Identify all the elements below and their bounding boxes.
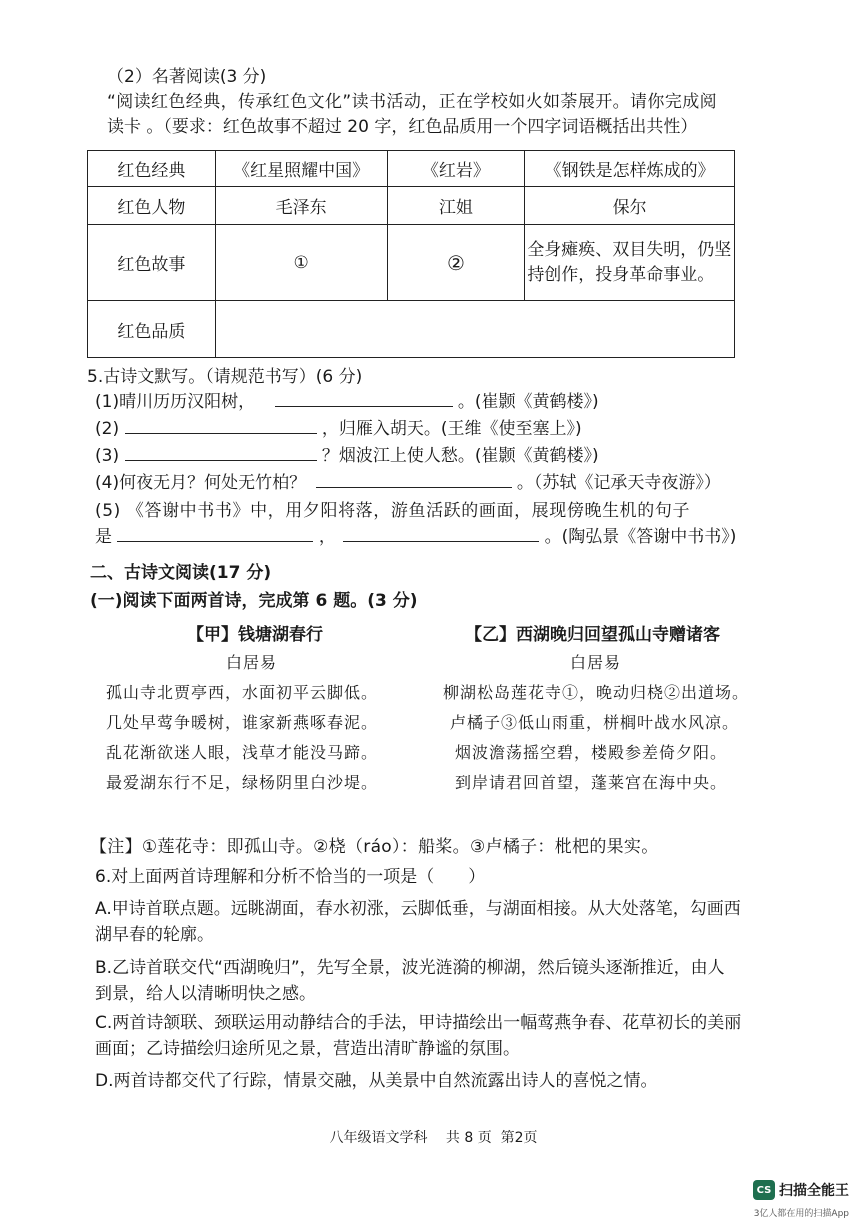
row-header-persons: 红色人物 <box>88 187 216 225</box>
q5-2-suffix: ，归雁入胡天。(王维《使至塞上》) <box>321 419 582 439</box>
q5-4-suffix: 。（苏轼《记承天寺夜游》） <box>516 473 721 493</box>
q6-stem: 6.对上面两首诗理解和分析不恰当的一项是（ ） <box>95 867 486 887</box>
intro-line-2: 读卡 。（要求：红色故事不超过 20 字，红色品质用一个四字词语概括出共性） <box>107 117 698 137</box>
cell-person-3: 保尔 <box>525 187 735 225</box>
q6-option-b-line-1[interactable]: B.乙诗首联交代“西湖晚归”，先写全景，波光涟漪的柳湖，然后镜头逐渐推近，由人 <box>95 958 725 978</box>
camscanner-logo-icon: CS <box>753 1180 775 1200</box>
q5-line-2 <box>95 414 582 439</box>
q5-5-stem: (5) 《答谢中书书》中，用夕阳将落，游鱼活跃的画面，展现傍晚生机的句子 <box>95 501 691 521</box>
q6-option-b-line-2: 到景，给人以清晰明快之感。 <box>95 984 316 1004</box>
q6-option-c-line-2: 画面；乙诗描绘归途所见之景，营造出清旷静谧的氛围。 <box>95 1039 520 1059</box>
cell-person-2: 江姐 <box>387 187 525 225</box>
poem-b-line-1: 柳湖松岛莲花寺①，晚动归桡②出道场。 <box>443 683 750 702</box>
reading-card-table <box>87 150 735 358</box>
q5-line-5 <box>95 522 736 547</box>
q5-3-blank[interactable] <box>125 444 317 461</box>
scanner-watermark <box>753 1180 849 1200</box>
q5-3-suffix: ？烟波江上使人愁。(崔颢《黄鹤楼》) <box>321 446 599 466</box>
row-header-quality: 红色品质 <box>88 301 216 358</box>
q5-1-blank[interactable] <box>275 390 453 407</box>
q5-line-3 <box>95 441 599 466</box>
table-row-classics <box>88 151 735 187</box>
q5-2-prefix: (2) <box>95 419 120 439</box>
cell-story-3: 全身瘫痪、双目失明，仍坚持创作，投身革命事业。 <box>525 225 735 301</box>
poem-notes: 【注】①莲花寺：即孤山寺。②桡（ráo）：船桨。③卢橘子：枇杷的果实。 <box>90 837 659 857</box>
intro-line-1: “阅读红色经典，传承红色文化”读书活动，正在学校如火如荼展开。请你完成阅 <box>107 92 718 112</box>
cell-quality-answer[interactable] <box>215 301 734 358</box>
q5-5-blank-a[interactable] <box>117 525 313 542</box>
poem-a-line-3: 乱花渐欲迷人眼，浅草才能没马蹄。 <box>106 743 379 762</box>
q5-line-4 <box>95 468 721 493</box>
poem-a-title: 【甲】钱塘湖春行 <box>187 625 323 645</box>
poem-b-title: 【乙】西湖晚归回望孤山寺赠诸客 <box>465 625 720 645</box>
poem-b-line-2: 卢橘子③低山雨重，栟榈叶战水风凉。 <box>450 713 740 732</box>
q5-5-comma: ， <box>318 527 336 547</box>
q5-4-prefix: (4)何夜无月？何处无竹柏？ <box>95 473 307 493</box>
scanner-tagline: 3亿人都在用的扫描App <box>753 1209 849 1219</box>
q5-5-prefix: 是 <box>95 527 112 547</box>
q6-option-d[interactable]: D.两首诗都交代了行踪，情景交融，从美景中自然流露出诗人的喜悦之情。 <box>95 1071 658 1091</box>
q6-option-c-line-1[interactable]: C.两首诗颔联、颈联运用动静结合的手法，甲诗描绘出一幅莺燕争春、花草初长的美丽 <box>95 1013 742 1033</box>
q5-1-prefix: (1)晴川历历汉阳树， <box>95 392 256 412</box>
cell-book-1: 《红星照耀中国》 <box>215 151 387 187</box>
q5-4-blank[interactable] <box>316 471 512 488</box>
q5-5-blank-b[interactable] <box>343 525 539 542</box>
row-header-classics: 红色经典 <box>88 151 216 187</box>
scanner-brand-name: 扫描全能王 <box>779 1183 849 1199</box>
q5-line-1 <box>95 387 599 412</box>
poem-a-line-1: 孤山寺北贾亭西，水面初平云脚低。 <box>106 683 379 702</box>
poem-b-line-4: 到岸请君回首望，蓬莱宫在海中央。 <box>455 773 728 792</box>
q5-3-prefix: (3) <box>95 446 120 466</box>
page-footer: 八年级语文学科 共 8 页 第2页 <box>329 1130 538 1146</box>
q6-option-a-line-1[interactable]: A.甲诗首联点题。远眺湖面，春水初涨，云脚低垂，与湖面相接。从大处落笔，勾画西 <box>95 899 741 919</box>
cell-book-2: 《红岩》 <box>387 151 525 187</box>
poem-a-line-4: 最爱湖东行不足，绿杨阴里白沙堤。 <box>106 773 379 792</box>
sub1-title: (一)阅读下面两首诗，完成第 6 题。(3 分) <box>90 591 418 611</box>
q6-option-a-line-2: 湖早春的轮廓。 <box>95 925 214 945</box>
q5-2-blank[interactable] <box>125 417 317 434</box>
poem-b-line-3: 烟波澹荡摇空碧，楼殿参差倚夕阳。 <box>455 743 728 762</box>
section-title-classics: （2）名著阅读(3 分) <box>107 67 267 87</box>
poem-a-line-2: 几处早莺争暖树，谁家新燕啄春泥。 <box>106 713 379 732</box>
table-row-stories <box>88 225 735 301</box>
cell-story-2[interactable]: ② <box>387 225 525 301</box>
table-row-quality <box>88 301 735 358</box>
cell-story-1[interactable]: ① <box>215 225 387 301</box>
cell-book-3: 《钢铁是怎样炼成的》 <box>525 151 735 187</box>
q5-5-suffix: 。(陶弘景《答谢中书书》) <box>544 527 737 547</box>
part2-title: 二、古诗文阅读(17 分) <box>90 563 272 583</box>
cell-person-1: 毛泽东 <box>215 187 387 225</box>
q5-1-suffix: 。(崔颢《黄鹤楼》) <box>457 392 599 412</box>
row-header-stories: 红色故事 <box>88 225 216 301</box>
table-row-persons <box>88 187 735 225</box>
poem-a-author: 白居易 <box>226 653 278 672</box>
q5-title: 5.古诗文默写。（请规范书写）(6 分) <box>87 367 363 387</box>
poem-b-author: 白居易 <box>570 653 622 672</box>
